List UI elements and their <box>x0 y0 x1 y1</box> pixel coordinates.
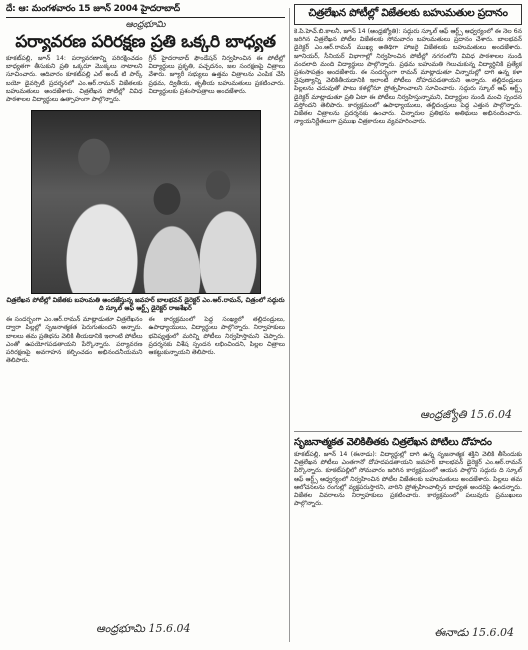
dateline-rule <box>6 17 285 18</box>
kicker: ఆంధ్రభూమి <box>125 20 166 30</box>
left-clipping <box>6 4 285 644</box>
handwritten-source-note: ఆంధ్రజ్యోతి 15.6.04 <box>420 408 512 421</box>
body-top-right: గ్రీన్ హైదరాబాద్ ఫౌండేషన్ నిర్వహించిన ఈ పోటీల్లో విద్యార్థులు ప్రకృతి, పచ్చదనం, జల సంరక్షణపై చిత్రాలు వేశారు. జ్యూరీ సభ్యులు ఉత్తమ చిత్రాలను ఎంపిక చేసి ప్రథమ, ద్వితీయ, తృతీయ బహుమతులు ప్రకటించారు. విద్యార్థులకు ప్రశంసాపత్రాలు అందజేశారు. <box>148 55 285 95</box>
body-bottom-left: ఈ సందర్భంగా ఎం.ఆర్.రామన్ మాట్లాడుతూ చిత్రలేఖనం ద్వారా పిల్లల్లో సృజనాత్మకత పెరుగుతుందని అన్నారు. బాలలు తమ ప్రతిభను వెలికి తీయడానికి ఇలాంటి పోటీలు ఎంతో ఉపయోగపడతాయని పేర్కొన్నారు. పర్యావరణ పరిరక్షణపై అవగాహన కల్పించడం అభినందనీయమని తెలిపారు. <box>6 316 143 365</box>
right-top-body: కె.పి.హెచ్.బి.కాలనీ, జూన్ 14 (ఆంధ్రజ్యోతి): సద్గురు స్కూల్ ఆఫ్ ఆర్ట్స్ ఆధ్వర్యంలో ఈ నెల 6న జరిగిన చిత్రలేఖన పోటీల విజేతలకు సోమవారం బహుమతులు ప్రదానం చేశారు. బాలభవన్ డైరెక్టర్ ఎం.ఆర్.రామన్ ముఖ్య అతిథిగా హాజరై విజేతలకు బహుమతులు అందజేశారు. జూనియర్, సీనియర్ విభాగాల్లో నిర్వహించిన పోటీల్లో నగరంలోని వివిధ పాఠశాలల నుండి వందలాది మంది విద్యార్థులు పాల్గొన్నారు. ప్రథమ బహుమతి గెలుచుకున్న విద్యార్థినికి ప్రత్యేక ప్రశంసాపత్రం అందజేశారు. ఈ సందర్భంగా రామన్ మాట్లాడుతూ చిన్నారుల్లో దాగి ఉన్న కళా నైపుణ్యాన్ని వెలికితీయడానికి ఇలాంటి పోటీలు దోహదపడతాయని అన్నారు. తల్లిదండ్రులు పిల్లలను చదువుతో పాటు కళల్లోనూ ప్రోత్సహించాలని సూచించారు. సద్గురు స్కూల్ ఆఫ్ ఆర్ట్స్ డైరెక్టర్ మాట్లాడుతూ ప్రతి ఏటా ఈ పోటీలు నిర్వహిస్తున్నామని, విద్యార్థుల నుండి మంచి స్పందన వస్తోందని తెలిపారు. కార్యక్రమంలో ఉపాధ్యాయులు, తల్లిదండ్రులు పెద్ద ఎత్తున పాల్గొన్నారు. విజేతల చిత్రాలను ప్రదర్శనకు ఉంచారు. చిన్నారుల ప్రతిభను అతిథులు అభినందించారు. న్యాయనిర్ణేతలుగా ప్రముఖ చిత్రకారులు వ్యవహరించారు. <box>294 28 522 126</box>
body-top-left: కూకట్‌పల్లి, జూన్ 14: పర్యావరణాన్ని పరిరక్షించడం బాధ్యతగా తీసుకుని ప్రతి ఒక్కరూ మొక్కలు నాటాలని సూచించారు. ఆదివారం కూకట్‌పల్లి ఎల్ అండ్ టి పార్క్ బయో డైవర్సిటీ ప్రదర్శనలో ఎం.ఆర్.రామన్ విజేతలకు బహుమతులు అందజేశారు. చిత్రలేఖన పోటీల్లో వివిధ పాఠశాలల విద్యార్థులు ఉత్సాహంగా పాల్గొన్నారు. <box>6 55 143 104</box>
clipping-divider <box>294 431 522 432</box>
body-bottom-right: ఈ కార్యక్రమంలో పెద్ద సంఖ్యలో తల్లిదండ్రులు, ఉపాధ్యాయులు, విద్యార్థులు పాల్గొన్నారు. నిర్వాహకులు భవిష్యత్తులో మరిన్ని పోటీలు నిర్వహిస్తామని చెప్పారు. ప్రదర్శనకు విశేష స్పందన లభించిందని, పిల్లల చిత్రాలు ఆకట్టుకున్నాయని తెలిపారు. <box>148 316 285 357</box>
handwritten-source-note: ఈనాడు 15.6.04 <box>434 626 514 639</box>
handwritten-source-note: ఆంధ్రభూమి 15.6.04 <box>96 622 191 635</box>
dateline-text: దే: ఆ: మంగళవారం 15 జూన్ 2004 హైదరాబాద్ <box>6 4 180 14</box>
bottom-body-columns <box>6 316 285 365</box>
right-bottom-body: కూకట్‌పల్లి, జూన్ 14 (ఈనాడు): విద్యార్థుల్లో దాగి ఉన్న సృజనాత్మక శక్తిని వెలికి తీసేందుకు చిత్రలేఖన పోటీలు ఎంతగానో దోహదపడతాయని జవహర్ బాలభవన్ డైరెక్టర్ ఎం.ఆర్.రామన్ పేర్కొన్నారు. కూకట్‌పల్లిలో సోమవారం జరిగిన కార్యక్రమంలో ఆయన పాల్గొని సద్గురు ది స్కూల్ ఆఫ్ ఆర్ట్స్ ఆధ్వర్యంలో నిర్వహించిన పోటీల విజేతలకు బహుమతులు అందజేశారు. పిల్లలు తమ ఆలోచనలను రంగుల్లో వ్యక్తపరుస్తారని, వారిని ప్రోత్సహించాల్సిన బాధ్యత అందరిపై ఉందన్నారు. విజేతల వివరాలను నిర్వాహకులు ప్రకటించారు. కార్యక్రమంలో పలువురు ప్రముఖులు పాల్గొన్నారు. <box>294 451 522 508</box>
photo-caption: చిత్రలేఖన పోటీల్లో విజేతకు బహుమతి అందజేస్తున్న జవహర్ బాలభవన్ డైరెక్టర్ ఎం.ఆర్.రామన్, చిత్రంలో సద్గురు ది స్కూల్ ఆఫ్ ఆర్ట్స్ డైరెక్టర్ రాజశేఖర్ <box>6 296 285 313</box>
boxed-headline: చిత్రలేఖన పోటీల్లో విజేతలకు బహుమతుల ప్రదానం <box>294 4 522 25</box>
right-top-clipping <box>294 4 522 424</box>
headline: పర్యావరణ పరిరక్షణ ప్రతి ఒక్కరి బాధ్యత <box>15 33 276 52</box>
dateline <box>6 4 285 18</box>
news-photo <box>31 110 261 294</box>
column-divider <box>289 8 290 642</box>
top-body-columns <box>6 55 285 104</box>
headline: సృజనాత్మకత వెలికితీతకు చిత్రలేఖన పోటీలు దోహదం <box>294 437 492 448</box>
right-bottom-clipping <box>294 437 522 642</box>
